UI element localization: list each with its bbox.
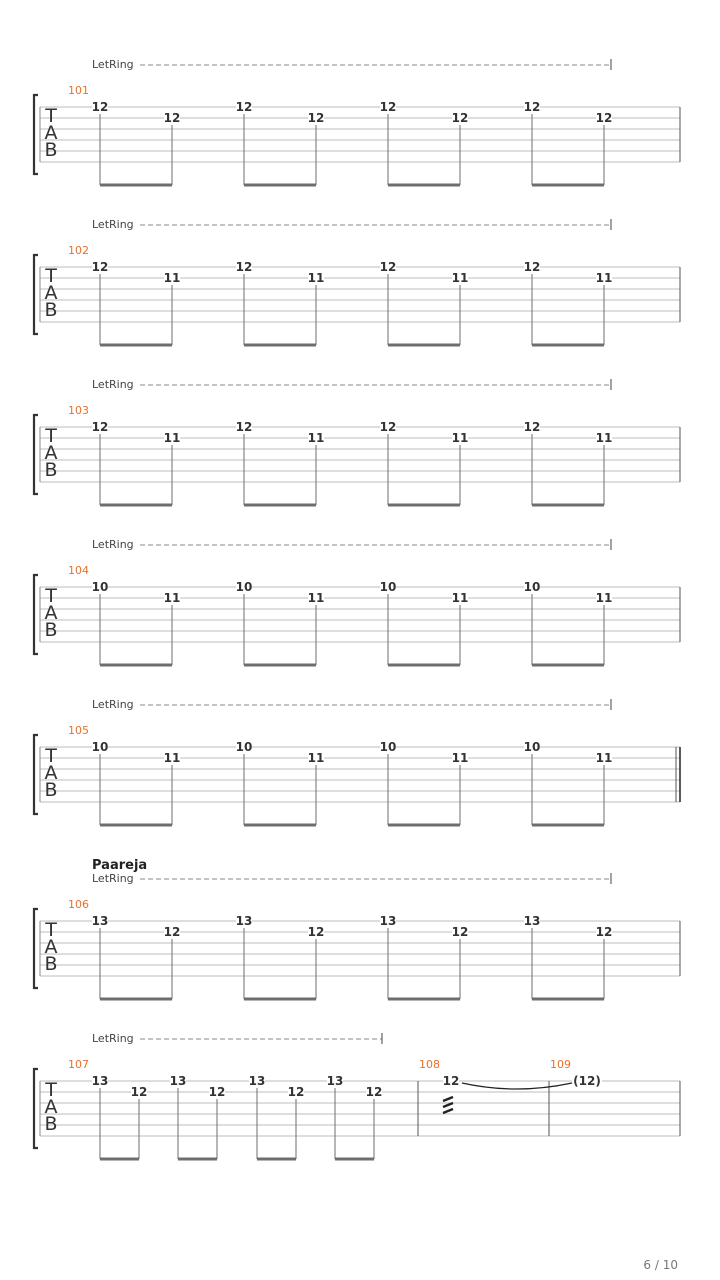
fret-number: 11 [307, 591, 325, 605]
tab-clef-b: B [44, 299, 58, 321]
fret-number: 12 [287, 1085, 305, 1099]
fret-number: 13 [235, 914, 253, 928]
fret-number: 11 [595, 431, 613, 445]
fret-number: 12 [163, 111, 181, 125]
fret-number: 12 [235, 100, 253, 114]
let-ring-label: LetRing [92, 538, 134, 551]
fret-number: 12 [595, 925, 613, 939]
tab-clef-a: A [44, 762, 58, 784]
measure-number: 101 [68, 84, 89, 97]
tab-clef-b: B [44, 1113, 58, 1135]
fret-number: 12 [379, 260, 397, 274]
system-bracket [34, 95, 38, 174]
fret-number: 10 [523, 580, 541, 594]
fret-number: 13 [248, 1074, 266, 1088]
system-bracket [34, 909, 38, 988]
fret-number: 13 [326, 1074, 344, 1088]
fret-number: 11 [307, 751, 325, 765]
measure-number: 108 [419, 1058, 440, 1071]
fret-number: 12 [523, 260, 541, 274]
tremolo-picking-slash [443, 1109, 453, 1113]
measure-number: 107 [68, 1058, 89, 1071]
fret-number: 13 [91, 914, 109, 928]
fret-number: 12 [523, 420, 541, 434]
fret-number: 13 [91, 1074, 109, 1088]
fret-number: 12 [595, 111, 613, 125]
fret-number: 12 [130, 1085, 148, 1099]
fret-number: 12 [523, 100, 541, 114]
measure-number: 106 [68, 898, 89, 911]
fret-number: 12 [451, 925, 469, 939]
fret-number: 10 [379, 580, 397, 594]
tab-clef-b: B [44, 779, 58, 801]
fret-number: 12 [365, 1085, 383, 1099]
fret-number: 11 [595, 751, 613, 765]
let-ring-label: LetRing [92, 872, 134, 885]
tab-clef-a: A [44, 282, 58, 304]
tab-clef-b: B [44, 953, 58, 975]
system-bracket [34, 255, 38, 334]
fret-number: 10 [523, 740, 541, 754]
tab-clef-a: A [44, 122, 58, 144]
fret-number: 11 [163, 431, 181, 445]
fret-number: 12 [91, 420, 109, 434]
tab-clef-t: T [45, 745, 57, 767]
fret-number: 12 [451, 111, 469, 125]
fret-number: 10 [235, 740, 253, 754]
tremolo-picking-slash [443, 1097, 453, 1101]
tab-clef-b: B [44, 619, 58, 641]
system-bracket [34, 575, 38, 654]
fret-number: 12 [163, 925, 181, 939]
system-bracket [34, 1069, 38, 1148]
fret-number: 12 [235, 420, 253, 434]
tab-clef-a: A [44, 1096, 58, 1118]
fret-number: 12 [235, 260, 253, 274]
fret-number: 11 [451, 431, 469, 445]
tab-clef-b: B [44, 459, 58, 481]
tied-fret-number: (12) [573, 1074, 601, 1088]
fret-number: 12 [379, 420, 397, 434]
fret-number: 11 [307, 431, 325, 445]
fret-number: 12 [307, 111, 325, 125]
fret-number: 12 [91, 100, 109, 114]
fret-number: 11 [307, 271, 325, 285]
tab-clef-a: A [44, 602, 58, 624]
tab-clef-t: T [45, 1079, 57, 1101]
fret-number: 13 [379, 914, 397, 928]
section-label: Paareja [92, 858, 148, 873]
measure-number: 105 [68, 724, 89, 737]
fret-number: 12 [91, 260, 109, 274]
fret-number: 11 [595, 591, 613, 605]
tab-clef-t: T [45, 425, 57, 447]
fret-number: 11 [451, 751, 469, 765]
measure-number: 103 [68, 404, 89, 417]
tab-clef-b: B [44, 139, 58, 161]
let-ring-label: LetRing [92, 58, 134, 71]
system-bracket [34, 735, 38, 814]
measure-number: 109 [550, 1058, 571, 1071]
fret-number: 13 [523, 914, 541, 928]
fret-number: 11 [451, 271, 469, 285]
tab-clef-a: A [44, 442, 58, 464]
let-ring-label: LetRing [92, 698, 134, 711]
tie-arc [462, 1083, 572, 1089]
tab-clef-t: T [45, 105, 57, 127]
fret-number: 11 [163, 591, 181, 605]
fret-number: 10 [235, 580, 253, 594]
fret-number: 11 [451, 591, 469, 605]
tab-clef-t: T [45, 585, 57, 607]
fret-number: 12 [307, 925, 325, 939]
tab-clef-t: T [45, 919, 57, 941]
let-ring-label: LetRing [92, 1032, 134, 1045]
fret-number: 11 [163, 751, 181, 765]
tab-clef-t: T [45, 265, 57, 287]
let-ring-label: LetRing [92, 218, 134, 231]
fret-number: 12 [379, 100, 397, 114]
fret-number-tremolo: 12 [442, 1074, 460, 1088]
measure-number: 104 [68, 564, 89, 577]
fret-number: 10 [91, 580, 109, 594]
fret-number: 11 [595, 271, 613, 285]
tremolo-picking-slash [443, 1103, 453, 1107]
fret-number: 12 [208, 1085, 226, 1099]
fret-number: 11 [163, 271, 181, 285]
measure-number: 102 [68, 244, 89, 257]
fret-number: 13 [169, 1074, 187, 1088]
fret-number: 10 [379, 740, 397, 754]
let-ring-label: LetRing [92, 378, 134, 391]
fret-number: 10 [91, 740, 109, 754]
system-bracket [34, 415, 38, 494]
page-number: 6 / 10 [643, 1258, 678, 1272]
tab-clef-a: A [44, 936, 58, 958]
